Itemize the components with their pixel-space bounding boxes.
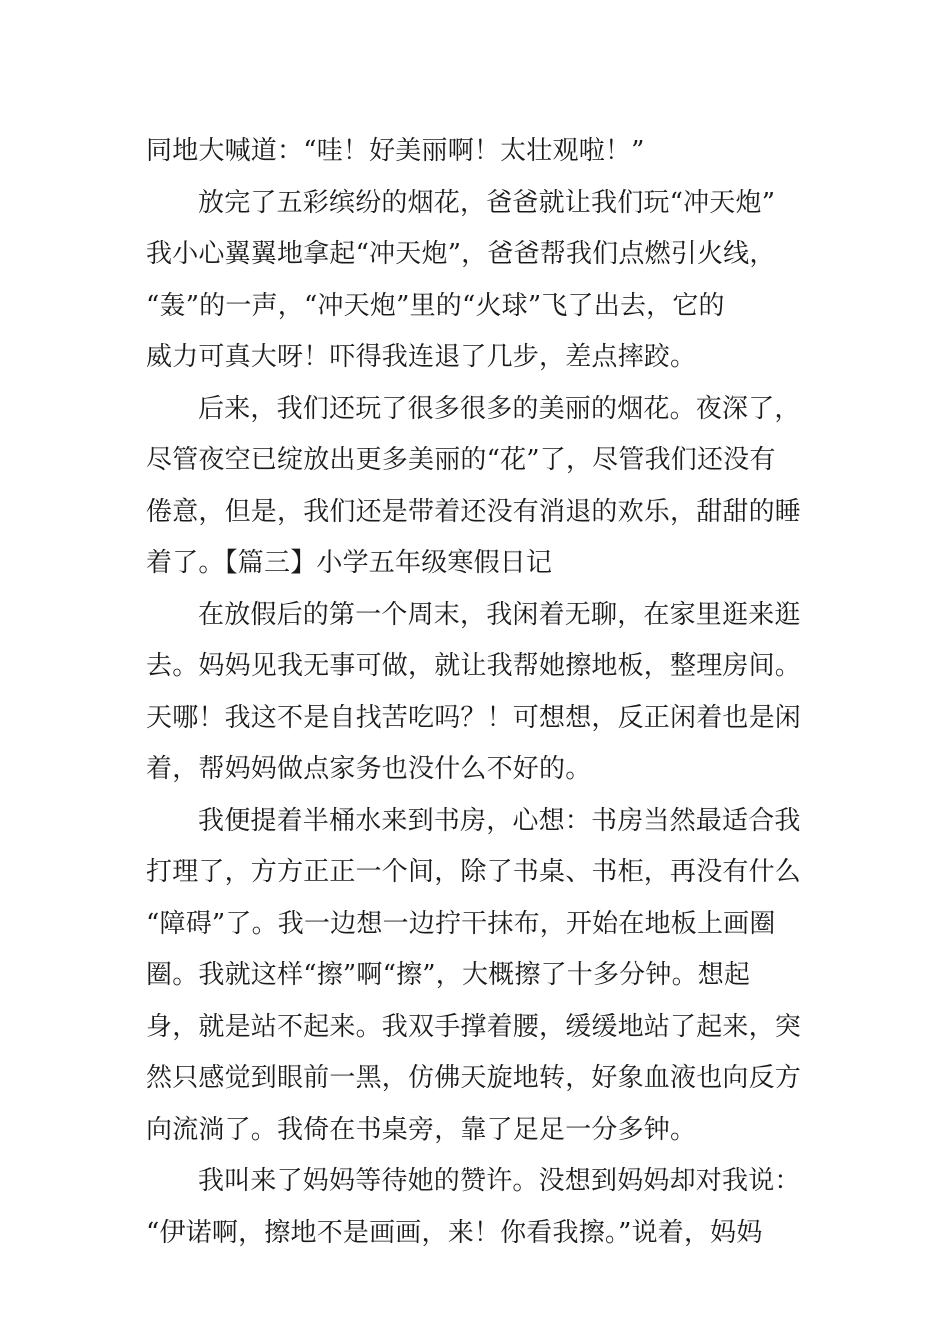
text-line: 我叫来了妈妈等待她的赞许。没想到妈妈却对我说： — [198, 1166, 801, 1196]
text-line: 放完了五彩缤纷的烟花，爸爸就让我们玩“冲天炮” — [198, 187, 776, 218]
text-line: 然只感觉到眼前一黑，仿佛天旋地转，好象血液也向反方 — [146, 1063, 802, 1093]
text-line: 去。妈妈见我无事可做，就让我帮她擦地板，整理房间。 — [146, 651, 802, 681]
text-line: 同地大喊道：“哇！好美丽啊！太壮观啦！” — [146, 136, 645, 166]
text-line: 我便提着半桶水来到书房，心想：书房当然最适合我 — [198, 805, 801, 836]
text-line: 身，就是站不起来。我双手撑着腰，缓缓地站了起来，突 — [146, 1011, 802, 1042]
text-line: 后来，我们还玩了很多很多的美丽的烟花。夜深了， — [198, 393, 801, 424]
text-line: 天哪！我这不是自找苦吃吗？！可想想，反正闲着也是闲 — [146, 702, 802, 733]
text-line: “轰”的一声，“冲天炮”里的“火球”飞了出去，它的 — [146, 290, 725, 321]
text-line: 打理了，方方正正一个间，除了书桌、书柜，再没有什么 — [146, 857, 802, 887]
text-line: 尽管夜空已绽放出更多美丽的“花”了，尽管我们还没有 — [146, 445, 776, 475]
text-line: 在放假后的第一个周末，我闲着无聊，在家里逛来逛 — [198, 599, 801, 630]
text-line: 向流淌了。我倚在书桌旁，靠了足足一分多钟。 — [146, 1114, 697, 1145]
text-line: 威力可真大呀！吓得我连退了几步，差点摔跤。 — [146, 342, 697, 372]
text-line: 着，帮妈妈做点家务也没什么不好的。 — [146, 754, 592, 784]
text-line: 圈。我就这样“擦”啊“擦”，大概擦了十多分钟。想起 — [146, 960, 751, 990]
body-text — [146, 126, 806, 1259]
text-line: “伊诺啊，擦地不是画画，来！你看我擦。”说着，妈妈 — [146, 1217, 763, 1248]
text-line: 我小心翼翼地拿起“冲天炮”，爸爸帮我们点燃引火线， — [146, 239, 776, 269]
text-line: “障碍”了。我一边想一边拧干抹布，开始在地板上画圈 — [146, 908, 776, 939]
text-line: 着了。【篇三】小学五年级寒假日记 — [146, 548, 553, 578]
text-line: 倦意，但是，我们还是带着还没有消退的欢乐，甜甜的睡 — [146, 496, 802, 527]
